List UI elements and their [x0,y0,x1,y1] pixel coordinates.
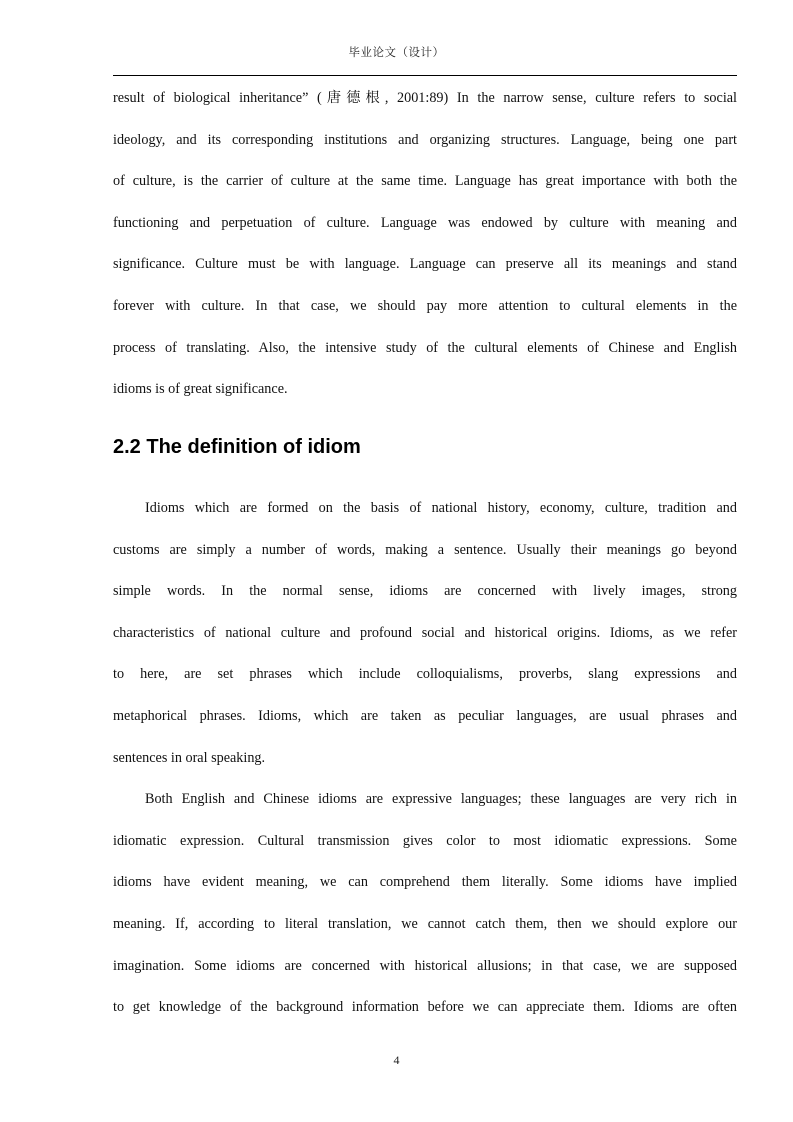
text-line: significance. Culture must be with language. Language can preserve all its meanings and stand [113,256,737,273]
text-line: Both English and Chinese idioms are expressive languages; these languages are very rich in [145,791,737,808]
text-line: metaphorical phrases. Idioms, which are taken as peculiar languages, are usual phrases and [113,707,737,724]
text-line: Idioms which are formed on the basis of national history, economy, culture, tradition and [145,500,737,516]
text-line: simple words. In the normal sense, idioms are concerned with lively images, strong [113,583,737,600]
page-number: 4 [393,1053,400,1067]
text-line: idiomatic expression. Cultural transmission gives color to most idiomatic expressions. Some [113,832,737,849]
section-heading: 2.2 The definition of idiom [113,436,361,458]
text-line: customs are simply a number of words, making a sentence. Usually their meanings go beyond [113,541,737,558]
text-line: characteristics of national culture and profound social and historical origins. Idioms, as we refer [113,624,737,641]
text-line: to here, are set phrases which include colloquialisms, proverbs, slang expressions and [113,666,737,683]
page-header: 毕业论文（设计） [348,45,445,59]
paragraph-culture [113,86,737,419]
text-line: functioning and perpetuation of culture. Language was endowed by culture with meaning and [113,214,737,231]
section-body [113,496,737,1037]
text-line: meaning. If, according to literal translation, we cannot catch them, then we should explore our [113,915,737,932]
text-line: ideology, and its corresponding institutions and organizing structures. Language, being one part [113,131,737,148]
text-line: sentences in oral speaking. [113,749,266,766]
text-line: idioms have evident meaning, we can comprehend them literally. Some idioms have implied [113,874,737,891]
text-line: forever with culture. In that case, we should pay more attention to cultural elements in the [113,297,737,314]
text-line: to get knowledge of the background information before we can appreciate them. Idioms are often [113,999,737,1016]
text-line: process of translating. Also, the intensive study of the cultural elements of Chinese and English [113,339,737,356]
text-line: result of biological inheritance” (唐德根, 2001:89) In the narrow sense, culture refers to social [113,90,737,106]
text-line: of culture, is the carrier of culture at the same time. Language has great importance with both the [113,173,737,190]
header-rule [113,75,737,76]
text-line: idioms is of great significance. [113,381,288,398]
text-line: imagination. Some idioms are concerned with historical allusions; in that case, we are supposed [113,957,737,974]
